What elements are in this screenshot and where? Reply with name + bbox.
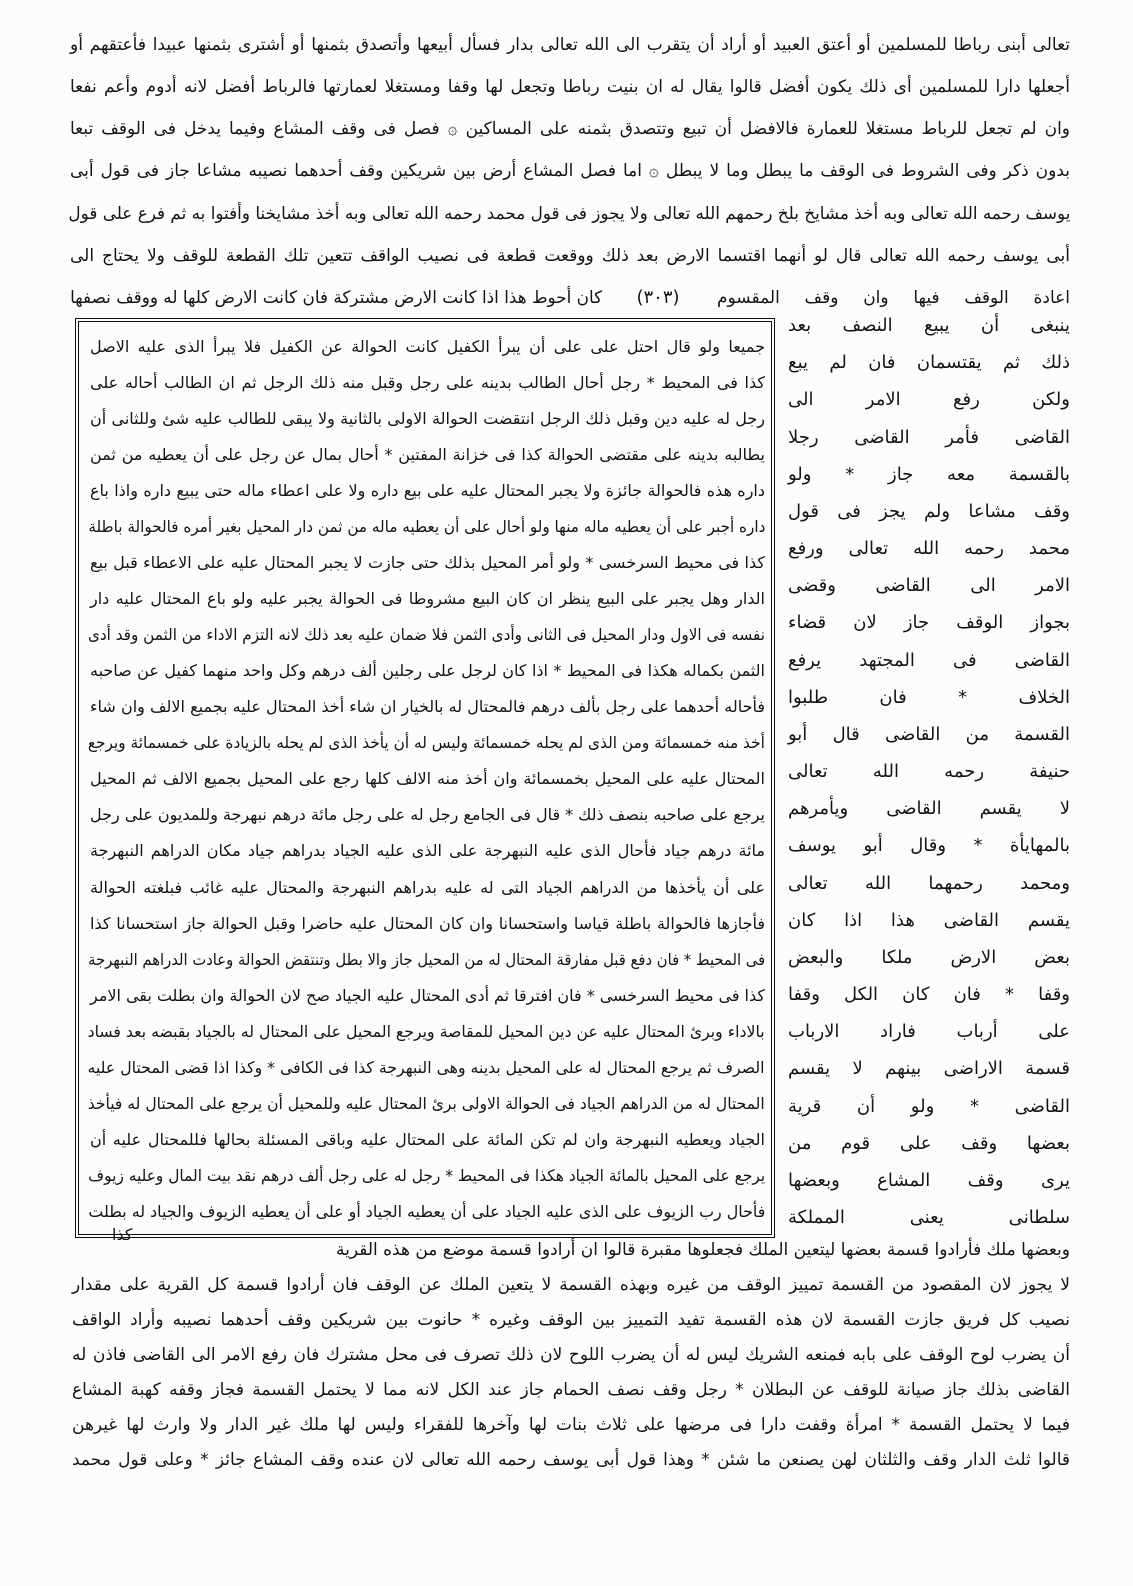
main-text: القاضى بذلك جاز صيانة للوقف عن البطلان * رجل وقف نصف الحمام جاز عند الكل لانه مما لا يحتمل القسمة فجاز وقفه كهبة المشاع bbox=[72, 1380, 1070, 1400]
main-text-line bbox=[68, 238, 1070, 274]
main-text-line bbox=[68, 196, 1070, 232]
main-text: وبعضها ملك فأرادوا قسمة بعضها ليتعين الملك فجعلوها مقبرة قالوا ان أرادوا قسمة موضع من هذه القرية bbox=[336, 1240, 1070, 1260]
commentary-text: فى المحيط * فان دفع قبل مفارقة المحتال له من المحيل جاز والا بطل وتنتقض الحوالة وعادت الدراهم النبهرجة bbox=[88, 950, 765, 969]
main-column-line bbox=[786, 605, 1070, 641]
commentary-line bbox=[88, 689, 765, 725]
commentary-line bbox=[88, 1194, 765, 1230]
commentary-text: المحتال له من الدراهم الجياد فى الحوالة الاولى برئ المحتال عليه وللمحيل أن يرجع على المحتال له فيأخذ bbox=[88, 1094, 765, 1113]
main-text: يوسف رحمه الله تعالى وبه أخذ مشايخ بلخ رحمهم الله تعالى ولا يجوز فى قول محمد رحمه الله تعالى وبه أخذ مشايخنا وأفتوا به ثم فرع على قول bbox=[68, 204, 1070, 224]
main-text: نصيب كل فريق جازت القسمة لان هذه القسمة تفيد التمييز بين الوقف وغيره * حانوت بين شريكين وقف أحدهما نصيبه وأراد الواقف bbox=[72, 1310, 1070, 1330]
main-text: أن يضرب لوح الوقف على بابه فمنعه الشريك ليس له أن يضرب اللوح لان ذلك تصرف فى محل مشترك فان رفع الامر الى القاضى فاذن له bbox=[72, 1345, 1070, 1365]
main-column-line bbox=[786, 420, 1070, 456]
commentary-text: جميعا ولو قال احتل على على أن يبرأ الكفيل كانت الحوالة عن الكفيل فلا يبرأ الذى عليه الاصل bbox=[90, 337, 765, 356]
main-column-line bbox=[786, 791, 1070, 827]
commentary-line bbox=[88, 401, 765, 437]
main-column-line bbox=[786, 494, 1070, 530]
main-text: ذلك ثم يقتسمان فان لم يبع bbox=[788, 352, 1070, 373]
main-text-line bbox=[70, 1372, 1070, 1408]
main-column-line bbox=[786, 457, 1070, 493]
main-text: بالقسمة معه جاز * ولو bbox=[788, 464, 1070, 485]
main-column-line bbox=[786, 1200, 1070, 1236]
commentary-text: الثمن بكماله هكذا فى المحيط * اذا كان لرجل على رجلين ألف درهم وكل واحد منهما كفيل عن صاحبه bbox=[90, 661, 765, 680]
main-column-line bbox=[786, 568, 1070, 604]
commentary-line bbox=[88, 978, 765, 1014]
commentary-line bbox=[88, 942, 765, 978]
main-text: يقسم القاضى هذا اذا كان bbox=[788, 910, 1070, 931]
commentary-line bbox=[88, 617, 765, 653]
commentary-text: يطالبه بدينه على مقتضى الحوالة كذا فى خزانة المفتين * أحال بمال عن رجل على أن يعطيه من ثمن bbox=[90, 445, 765, 464]
main-column-line bbox=[786, 754, 1070, 790]
main-text: بعض الارض ملكا والبعض bbox=[788, 947, 1070, 968]
main-column-line bbox=[786, 903, 1070, 939]
main-column-line bbox=[786, 828, 1070, 864]
commentary-text: نفسه فى الاول ودار المحيل فى الثانى وأدى الثمن فلا ضمان عليه بعد ذلك لانه التزم الاداء من الثمن وقد أدى bbox=[88, 625, 765, 644]
main-text: وقف مشاعا ولم يجز فى قول bbox=[788, 501, 1070, 522]
main-text: القاضى فأمر القاضى رجلا bbox=[788, 427, 1070, 448]
main-text-line bbox=[70, 1302, 1070, 1338]
main-text: الامر الى القاضى وقضى bbox=[788, 575, 1070, 596]
main-column-line bbox=[786, 866, 1070, 902]
main-column-line bbox=[786, 977, 1070, 1013]
commentary-line bbox=[88, 653, 765, 689]
commentary-text: يرجع على صاحبه بنصف ذلك * قال فى الجامع رجل له على رجل مائة درهم نبهرجة وللمديون على رجل bbox=[89, 805, 765, 824]
commentary-line bbox=[88, 870, 765, 906]
main-text: لا يقسم القاضى ويأمرهم bbox=[788, 798, 1070, 819]
main-text: أجعلها دارا للمسلمين أى ذلك يكون أفضل قالوا يقال له ان بنيت رباطا وتجعل لها وقفا ومستغلا لعمارتها فالرباط أفضل لانه أدوم وأعم نفعا bbox=[70, 77, 1070, 97]
commentary-line bbox=[88, 1122, 765, 1158]
commentary-text: فأجازها فالحوالة باطلة قياسا واستحسانا وان كان المحتال عليه حاضرا وقبل الحوالة جاز استحسانا كذا bbox=[90, 914, 765, 933]
main-text-line bbox=[70, 1337, 1070, 1373]
main-text: بالمهايأة * وقال أبو يوسف bbox=[788, 835, 1070, 856]
main-column-line bbox=[786, 308, 1070, 344]
commentary-line bbox=[88, 545, 765, 581]
main-text: تعالى أبنى رباطا للمسلمين أو أعتق العبيد أو أراد أن يتقرب الى الله تعالى بدار فسأل أبيعها وأتصدق بثمنها أو أشترى بثمنها عبيدا فأعتقهم أو bbox=[70, 35, 1070, 55]
commentary-text: يرجع على المحيل بالمائة الجياد هكذا فى المحيط * رجل له على رجل ألف درهم نقد بيت المال وعليه زيوف bbox=[88, 1166, 765, 1185]
main-text: قالوا ثلث الدار وقف والثلثان لهن يصنعن ما شئن * وهذا قول أبى يوسف رحمه الله تعالى لان عنده وقف المشاع جائز * وعلى قول محمد bbox=[72, 1450, 1070, 1470]
main-text: فيما لا يحتمل القسمة * امرأة وقفت دارا فى مرضها على ثلاث بنات لها وآخرها للفقراء وليس لها ملك غير الدار ولا وارث لها غيرهن bbox=[72, 1415, 1070, 1435]
commentary-text: على أن يأخذها من الدراهم الجياد التى له عليه بدراهم النبهرجة والمحتال عليه غائب فبلغته الحوالة bbox=[90, 878, 765, 897]
commentary-line bbox=[88, 1014, 765, 1050]
main-column-line bbox=[786, 1051, 1070, 1087]
commentary-text: فأحاله أحدهما على رجل بألف درهم فالمحتال له بالخيار ان شاء أخذ المحتال عليه بجميع الالف وان شاء bbox=[90, 697, 765, 716]
commentary-text: الصرف ثم يرجع المحتال له على المحيل بدينه وهى النبهرجة كذا فى الكافى * وكذا اذا قضى المحتال عليه bbox=[88, 1058, 765, 1077]
main-text-line bbox=[68, 69, 1070, 105]
main-text: القاضى فى المجتهد يرفع bbox=[788, 650, 1070, 671]
main-text-line bbox=[68, 153, 1070, 189]
main-text-line bbox=[70, 1232, 1070, 1268]
main-text: وقفا * فان كان الكل وقفا bbox=[788, 984, 1070, 1005]
main-text: يرى وقف المشاع وبعضها bbox=[788, 1170, 1070, 1191]
main-text: وان لم تجعل للرباط مستغلا للعمارة فالافضل أن تبيع وتتصدق بثمنه على المساكين ۞ فصل فى وقف المشاع وفيما يدخل فى الوقف تبعا bbox=[70, 119, 1070, 139]
main-text: أبى يوسف رحمه الله تعالى قال لو أنهما اقتسما الارض بعد ذلك ووقعت قطعة فى نصيب الواقف تتعين تلك القطعة للوقف ولا يحتاج الى bbox=[70, 246, 1070, 266]
main-text: ومحمد رحمهما الله تعالى bbox=[788, 873, 1070, 894]
main-text-line bbox=[68, 27, 1070, 63]
main-column-line bbox=[786, 717, 1070, 753]
commentary-text: أخذ منه خمسمائة ومن الذى لم يحله خمسمائة وليس له أن يأخذ الذى لم يحله بالزيادة على خمسمائة ويرجع bbox=[88, 733, 765, 752]
main-text: محمد رحمه الله تعالى ورفع bbox=[788, 538, 1070, 559]
main-column-line bbox=[786, 680, 1070, 716]
main-text: لا يجوز لان المقصود من القسمة تمييز الوقف من غيره وبهذه القسمة لا يتعين الملك عن الوقف فان أرادوا قسمة كل القرية على مقدار bbox=[72, 1275, 1070, 1295]
commentary-line bbox=[88, 329, 765, 365]
commentary-text: كذا فى محيط السرخسى * ولو أمر المحيل بذلك حتى جازت لا يجبر المحتال عليه على الاعطاء قبل بيع bbox=[90, 553, 765, 572]
main-text: بعضها وقف على قوم من bbox=[788, 1133, 1070, 1154]
commentary-line bbox=[88, 437, 765, 473]
commentary-line bbox=[88, 1158, 765, 1194]
commentary-text: كذا فى المحيط * رجل أحال الطالب بدينه على رجل وقبل منه ذلك الرجل ثم ان الطالب أحاله على bbox=[90, 373, 765, 392]
commentary-line bbox=[88, 833, 765, 869]
main-column-line bbox=[786, 1089, 1070, 1125]
main-text: ولكن رفع الامر الى bbox=[788, 389, 1070, 410]
main-column-line bbox=[786, 531, 1070, 567]
commentary-text: داره أجبر على أن يعطيه ماله منها ولو أحال على أن يعطيه ماله من ثمن دار المحيل بغير أمره فالحوالة باطلة bbox=[88, 517, 765, 536]
main-text-line bbox=[70, 1267, 1070, 1303]
main-text-line bbox=[70, 1407, 1070, 1443]
main-column-line bbox=[786, 1014, 1070, 1050]
commentary-text: بالاداء وبرئ المحتال عليه عن دين المحيل للمقاصة ويرجع المحيل على المحتال له بالجياد بقبضه بعد فساد bbox=[88, 1022, 765, 1041]
commentary-text: كذا فى محيط السرخسى * فان افترقا ثم أدى المحتال عليه الجياد صح لان الحوالة وان بطلت بقى الامر bbox=[89, 986, 765, 1005]
commentary-text: الدار وهل يجبر على البيع ينظر ان كان البيع مشروطا فى الحوالة يجبر عليه ولو باع المحتال عليه دار bbox=[90, 589, 765, 608]
main-text-line bbox=[70, 1442, 1070, 1478]
commentary-line bbox=[88, 725, 765, 761]
main-column-line bbox=[786, 345, 1070, 381]
main-text: الخلاف * فان طلبوا bbox=[788, 687, 1070, 708]
main-text: ينبغى أن يبيع النصف بعد bbox=[788, 315, 1070, 336]
commentary-text: مائة درهم جياد فأحال الذى عليه النبهرجة على الذى عليه الجياد بدراهم جياد مكان الدراهم النبهرجة bbox=[90, 841, 765, 860]
commentary-line bbox=[88, 1086, 765, 1122]
commentary-text: رجل له عليه دين وقبل ذلك الرجل انتقضت الحوالة الاولى بالثانية ولا يبقى للطالب عليه شئ وللثانى أن bbox=[90, 409, 765, 428]
main-text: حنيفة رحمه الله تعالى bbox=[788, 761, 1070, 782]
commentary-line bbox=[88, 473, 765, 509]
main-text: كان أحوط هذا اذا كانت الارض مشتركة فان كانت الارض كلها له ووقف نصفها bbox=[70, 288, 602, 308]
commentary-line bbox=[88, 761, 765, 797]
main-column-line bbox=[786, 940, 1070, 976]
main-text-line bbox=[68, 111, 1070, 147]
main-text-line-left-segment bbox=[70, 280, 602, 316]
main-text: بدون ذكر وفى الشروط فى الوقف ما يبطل وما لا يبطل ۞ اما فصل المشاع أرض بين شريكين وقف أحدهما نصيبه مشاعا جاز فى قول أبى bbox=[70, 161, 1070, 181]
main-column-line bbox=[786, 382, 1070, 418]
main-text: سلطانى يعنى المملكة bbox=[788, 1207, 1070, 1228]
commentary-tail: كذا bbox=[112, 1225, 133, 1244]
commentary-line bbox=[88, 581, 765, 617]
commentary-line bbox=[88, 365, 765, 401]
commentary-line bbox=[88, 509, 765, 545]
main-text: القاضى * ولو أن قرية bbox=[788, 1096, 1070, 1117]
commentary-text: المحتال عليه على المحيل بخمسمائة وان أخذ منه الالف كلها رجع على المحيل بجميع الالف ثم المحيل bbox=[90, 769, 765, 788]
main-text: على أرباب فاراد الارباب bbox=[788, 1021, 1070, 1042]
main-column-line bbox=[786, 643, 1070, 679]
commentary-text: الجياد ويعطيه النبهرجة وان لم تكن المائة على المحتال عليه وباقى المسئلة بحالها فللمحتال عليه أن bbox=[90, 1130, 765, 1149]
commentary-text: داره هذه فالحوالة جائزة ولا يجبر المحتال عليه على بيع داره ولا على اعطاء ماله حتى يبيع داره واذا باع bbox=[90, 481, 765, 500]
commentary-line bbox=[88, 906, 765, 942]
main-column-line bbox=[786, 1163, 1070, 1199]
main-text: قسمة الاراضى بينهم لا يقسم bbox=[788, 1058, 1070, 1079]
main-text: القسمة من القاضى قال أبو bbox=[788, 724, 1070, 745]
main-column-line bbox=[786, 1126, 1070, 1162]
main-text: بجواز الوقف جاز لان قضاء bbox=[788, 612, 1070, 633]
main-text: اعادة الوقف فيها وان وقف المقسوم bbox=[717, 288, 1070, 308]
commentary-line bbox=[88, 797, 765, 833]
commentary-line bbox=[88, 1050, 765, 1086]
commentary-text: فأحال رب الزيوف على الذى عليه الجياد على أن يعطيه الجياد أو على أن يعطيه الزيوف والجياد له بطلت bbox=[88, 1202, 765, 1221]
page-number: (٣٠٣) bbox=[636, 287, 680, 308]
